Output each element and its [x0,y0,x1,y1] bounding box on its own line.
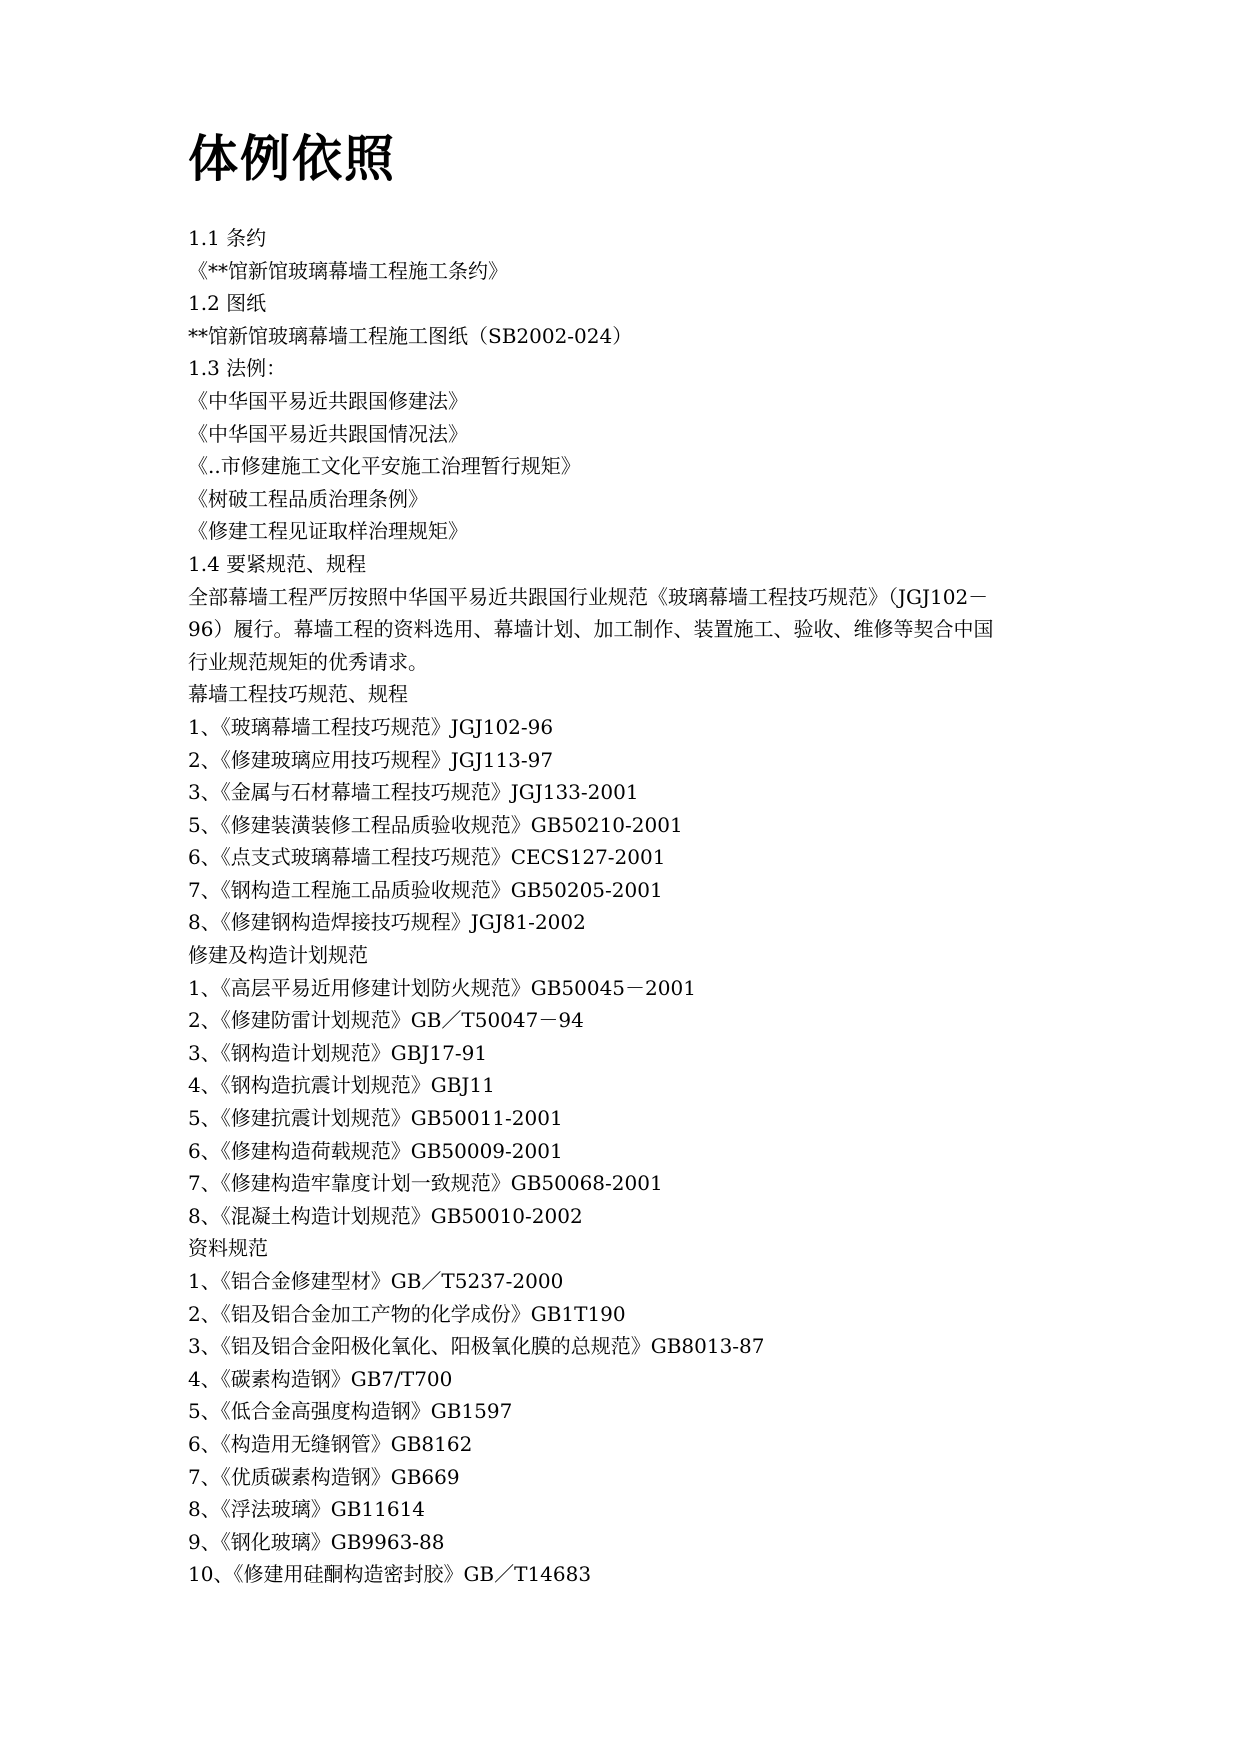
text-line: 10、《修建用硅酮构造密封胶》GB／T14683 [188,1562,592,1587]
text-line: 《中华国平易近共跟国情况法》 [188,421,468,446]
text-line: 《..市修建施工文化平安施工治理暂行规矩》 [188,454,581,479]
text-line: 7、《优质碳素构造钢》GB669 [188,1464,460,1489]
text-line: 5、《修建抗震计划规范》GB50011-2001 [188,1106,563,1131]
page-title: 体例依照 [188,130,396,188]
text-line: 1.4 要紧规范、规程 [188,551,367,576]
text-line: 1、《玻璃幕墙工程技巧规范》JGJ102-96 [188,714,554,739]
text-line: 8、《修建钢构造焊接技巧规程》JGJ81-2002 [188,910,586,935]
text-line: 4、《碳素构造钢》GB7/T700 [188,1366,453,1391]
text-line: 9、《钢化玻璃》GB9963-88 [188,1529,445,1554]
text-line: 《树破工程品质治理条例》 [188,486,428,511]
text-line: 2、《铝及铝合金加工产物的化学成份》GB1T190 [188,1301,626,1326]
text-line: 5、《低合金高强度构造钢》GB1597 [188,1399,513,1424]
text-line: 行业规范规矩的优秀请求。 [188,649,428,674]
text-line: 4、《钢构造抗震计划规范》GBJ11 [188,1073,495,1098]
text-line: 6、《构造用无缝钢管》GB8162 [188,1431,473,1456]
text-line: 《修建工程见证取样治理规矩》 [188,519,468,544]
text-line: 3、《金属与石材幕墙工程技巧规范》JGJ133-2001 [188,780,639,805]
text-line: 1、《高层平易近用修建计划防火规范》GB50045－2001 [188,975,696,1000]
text-line: 3、《钢构造计划规范》GBJ17-91 [188,1040,488,1065]
text-line: 1、《铝合金修建型材》GB／T5237-2000 [188,1269,564,1293]
text-line: 7、《钢构造工程施工品质验收规范》GB50205-2001 [188,877,663,902]
text-line: **馆新馆玻璃幕墙工程施工图纸（SB2002-024） [188,323,633,348]
text-line: 8、《混凝土构造计划规范》GB50010-2002 [188,1203,583,1228]
text-line: 1.2 图纸 [188,291,267,316]
text-line: 8、《浮法玻璃》GB11614 [188,1497,426,1522]
text-line: 6、《修建构造荷载规范》GB50009-2001 [188,1138,563,1163]
text-line: 7、《修建构造牢靠度计划一致规范》GB50068-2001 [188,1171,663,1196]
text-line: 1.3 法例： [188,356,287,381]
text-line: 6、《点支式玻璃幕墙工程技巧规范》CECS127-2001 [188,845,666,870]
text-line: 3、《铝及铝合金阳极化氧化、阳极氧化膜的总规范》GB8013-87 [188,1334,765,1359]
text-line: 《**馆新馆玻璃幕墙工程施工条约》 [188,258,508,283]
text-line: 《中华国平易近共跟国修建法》 [188,388,468,413]
text-line: 2、《修建防雷计划规范》GB／T50047－94 [188,1008,584,1033]
text-line: 96）履行。幕墙工程的资料选用、幕墙计划、加工制作、装置施工、验收、维修等契合中国 [188,617,994,642]
text-line: 全部幕墙工程严厉按照中华国平易近共跟国行业规范《玻璃幕墙工程技巧规范》（JGJ102－ [188,584,989,609]
text-line: 1.1 条约 [188,226,267,250]
text-line: 幕墙工程技巧规范、规程 [188,682,408,707]
text-line: 资料规范 [188,1236,268,1261]
text-line: 2、《修建玻璃应用技巧规程》JGJ113-97 [188,747,554,772]
document-body [188,222,1068,1591]
text-line: 5、《修建装潢装修工程品质验收规范》GB50210-2001 [188,812,683,837]
text-line: 修建及构造计划规范 [188,943,368,968]
